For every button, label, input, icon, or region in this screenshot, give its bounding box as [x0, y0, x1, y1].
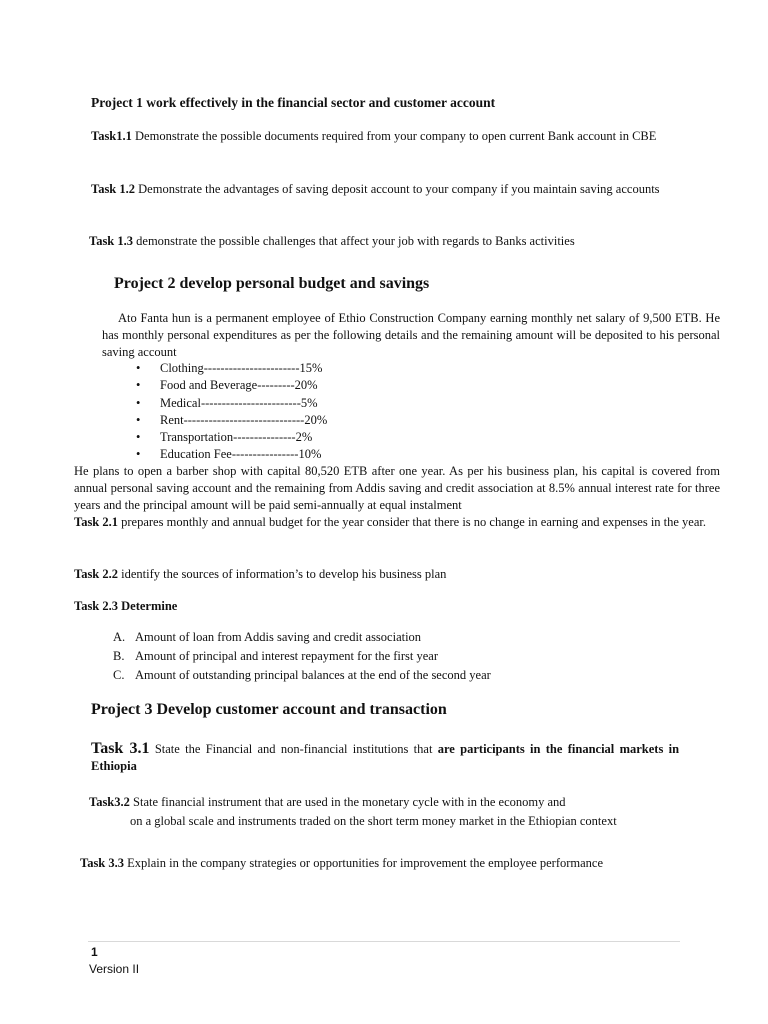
page-number: 1	[91, 945, 98, 959]
task-2-2-label: Task 2.2	[74, 567, 119, 581]
expense-item: • Clothing-----------------------15%	[136, 360, 327, 377]
project2-intro: Ato Fanta hun is a permanent employee of Ethio Construction Company earning monthly net salary of 9,500 ETB. He has monthly personal expenditures as per the following details and the remaining amount will be deposited to his personal saving account	[102, 311, 720, 359]
project1-title: Project 1 work effectively in the financial sector and customer account	[91, 95, 496, 110]
version-label: Version II	[89, 962, 140, 976]
list-item	[113, 648, 491, 667]
task-3-2	[89, 794, 689, 811]
task-3-1-bold-text: are participants in the financial markets in Ethiopia	[91, 742, 680, 773]
task-1-2-text: Demonstrate the advantages of saving deposit account to your company if you maintain saving accounts	[138, 182, 660, 196]
task-1-2-label: Task 1.2	[91, 182, 136, 196]
task-3-1	[91, 740, 679, 775]
task-2-1-text: prepares monthly and annual budget for the year consider that there is no change in earning and expenses in the year.	[121, 515, 707, 529]
task-1-3-label: Task 1.3	[89, 234, 134, 248]
list-item-text: Amount of loan from Addis saving and credit association	[135, 630, 422, 644]
task-2-1	[74, 514, 720, 531]
task-3-2-continued: on a global scale and instruments traded on the short term money market in the Ethiopian context	[130, 814, 617, 828]
task-2-3-list	[113, 629, 491, 686]
expense-item: • Rent-----------------------------20%	[136, 412, 327, 429]
project3-title: Project 3 Develop customer account and transaction	[91, 701, 447, 718]
task-3-3	[80, 855, 720, 872]
task-2-3-heading: Task 2.3 Determine	[74, 599, 178, 613]
task-3-3-label: Task 3.3	[80, 856, 125, 870]
list-item	[113, 629, 491, 648]
list-item	[113, 667, 491, 686]
task-2-2	[74, 566, 714, 583]
task-2-2-text: identify the sources of information’s to develop his business plan	[121, 567, 447, 581]
expense-item: • Food and Beverage---------20%	[136, 377, 327, 394]
expense-item: • Medical------------------------5%	[136, 395, 327, 412]
task-1-3	[89, 233, 709, 250]
task-1-2	[91, 181, 691, 198]
business-plan-paragraph: He plans to open a barber shop with capital 80,520 ETB after one year. As per his business plan, his capital is covered from annual personal saving account and the remaining from Addis saving and credit association at 8.5% annual interest rate for three years and the principal amount will be paid semi-annually at equal instalment	[74, 464, 720, 512]
footer-divider	[88, 941, 680, 942]
expense-item: • Education Fee----------------10%	[136, 446, 327, 463]
task-3-2-text: State financial instrument that are used in the monetary cycle with in the economy and	[133, 795, 566, 809]
expense-list	[136, 360, 327, 464]
project2-title: Project 2 develop personal budget and savings	[114, 275, 430, 292]
list-item-text: Amount of outstanding principal balances at the end of the second year	[135, 668, 491, 682]
task-3-2-label: Task3.2	[89, 795, 130, 809]
list-marker: C.	[113, 668, 125, 682]
list-marker: A.	[113, 630, 126, 644]
task-1-3-text: demonstrate the possible challenges that affect your job with regards to Banks activities	[136, 234, 575, 248]
task-3-1-label: Task 3.1	[91, 740, 150, 757]
expense-item: • Transportation---------------2%	[136, 429, 327, 446]
list-marker: B.	[113, 649, 125, 663]
list-item-text: Amount of principal and interest repayment for the first year	[135, 649, 439, 663]
task-1-1-label: Task1.1	[91, 129, 132, 143]
task-1-1	[91, 128, 691, 145]
task-2-1-label: Task 2.1	[74, 515, 119, 529]
task-3-1-text: State the Financial and non-financial institutions that	[154, 742, 433, 756]
task-3-3-text: Explain in the company strategies or opportunities for improvement the employee performance	[127, 856, 604, 870]
task-1-1-text: Demonstrate the possible documents required from your company to open current Bank account in CBE	[135, 129, 657, 143]
